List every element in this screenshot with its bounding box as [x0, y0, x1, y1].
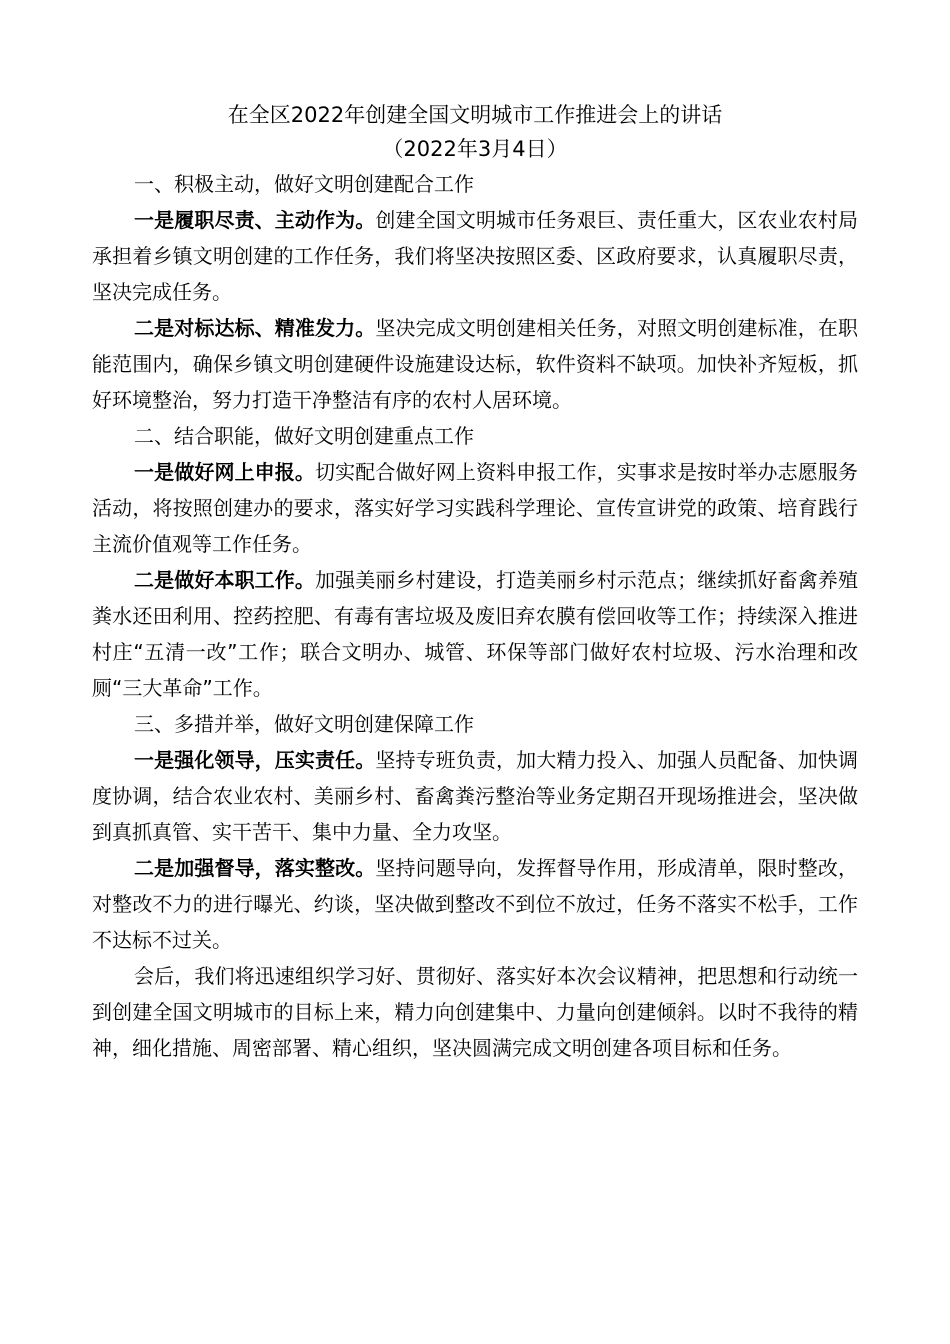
section-heading-3: 三、多措并举，做好文明创建保障工作 [134, 712, 474, 736]
paragraph-lead: 二是做好本职工作。 [134, 568, 316, 592]
paragraph-lead: 一是强化领导，压实责任。 [134, 748, 376, 772]
speech-date: （2022年3月4日） [382, 137, 568, 161]
paragraph-body: 加强美丽乡村建设，打造美丽乡村示范点；继续抓好畜禽养殖粪水还田利用、控药控肥、有毒有害垃圾及废旧弃农膜有偿回收等工作；持续深入推进村庄“五清一改”工作；联合文明办、城管、环保等部门做好农村垃圾、污水治理和改厕“三大革命”工作。 [92, 568, 859, 700]
closing-paragraph: 会后，我们将迅速组织学习好、贯彻好、落实好本次会议精神，把思想和行动统一到创建全国文明城市的目标上来，精力向创建集中、力量向创建倾斜。以时不我待的精神，细化措施、周密部署、精心组织，坚决圆满完成文明创建各项目标和任务。 [92, 964, 858, 1060]
paragraph-body: 坚持专班负责，加大精力投入、加强人员配备、加快调度协调，结合农业农村、美丽乡村、畜禽粪污整治等业务定期召开现场推进会，坚决做到真抓真管、实干苦干、集中力量、全力攻坚。 [92, 748, 859, 844]
section-heading-2: 二、结合职能，做好文明创建重点工作 [134, 424, 474, 448]
paragraph [92, 850, 858, 958]
paragraph [92, 562, 858, 706]
speech-title: 在全区2022年创建全国文明城市工作推进会上的讲话 [227, 103, 723, 127]
paragraph [92, 454, 858, 562]
paragraph-body: 坚持问题导向，发挥督导作用，形成清单，限时整改，对整改不力的进行曝光、约谈，坚决做到整改不到位不放过，任务不落实不松手，工作不达标不过关。 [92, 856, 859, 952]
paragraph-body: 创建全国文明城市任务艰巨、责任重大，区农业农村局承担着乡镇文明创建的工作任务，我们将坚决按照区委、区政府要求，认真履职尽责，坚决完成任务。 [92, 208, 859, 304]
paragraph-body: 坚决完成文明创建相关任务，对照文明创建标准，在职能范围内，确保乡镇文明创建硬件设施建设达标，软件资料不缺项。加快补齐短板，抓好环境整治，努力打造干净整洁有序的农村人居环境。 [92, 316, 859, 412]
paragraph-body: 切实配合做好网上资料申报工作，实事求是按时举办志愿服务活动，将按照创建办的要求，落实好学习实践科学理论、宣传宣讲党的政策、培育践行主流价值观等工作任务。 [92, 460, 859, 556]
paragraph-lead: 二是对标达标、精准发力。 [134, 316, 376, 340]
section-heading-1: 一、积极主动，做好文明创建配合工作 [134, 172, 474, 196]
paragraph [92, 202, 858, 310]
paragraph-lead: 一是做好网上申报。 [134, 460, 316, 484]
paragraph [92, 310, 858, 418]
paragraph-lead: 二是加强督导，落实整改。 [134, 856, 376, 880]
paragraph-lead: 一是履职尽责、主动作为。 [134, 208, 376, 232]
paragraph [92, 742, 858, 850]
